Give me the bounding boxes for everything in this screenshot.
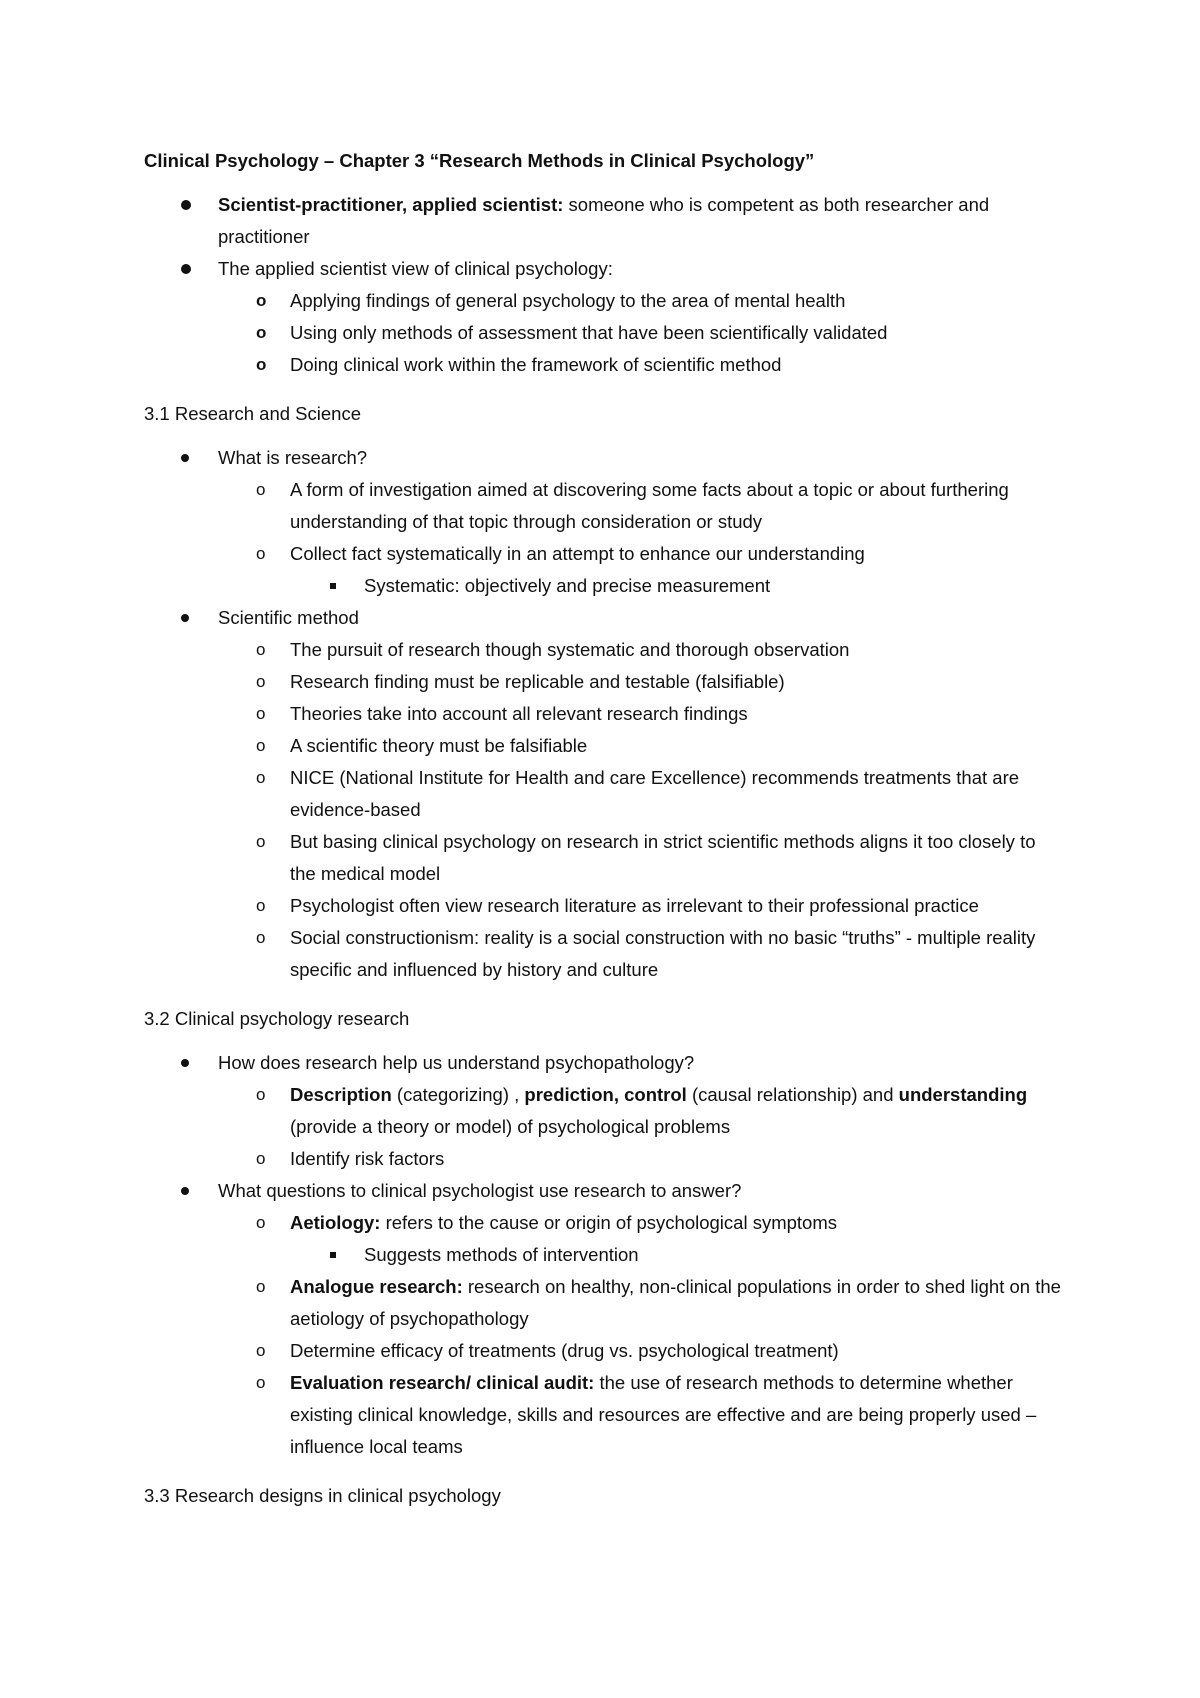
list-item [144, 1143, 1064, 1175]
list-item [144, 666, 1064, 698]
circle-bullet-icon: o [256, 480, 266, 499]
circle-bullet-icon: o [256, 896, 266, 915]
item-text: NICE (National Institute for Health and care Excellence) recommends treatments that are evidence-based [290, 767, 1020, 820]
circle-bullet-icon: o [256, 355, 267, 374]
circle-bullet-icon: o [256, 1149, 266, 1168]
list-item [144, 442, 1064, 474]
item-text: Systematic: objectively and precise measurement [364, 575, 771, 596]
list-item [144, 349, 1064, 381]
document-body [144, 145, 1064, 1524]
circle-bullet-icon: o [256, 928, 266, 947]
term-label: Scientist-practitioner, applied scientist: [218, 194, 564, 215]
item-text: the use of research methods to determine whether existing clinical knowledge, skills and resources are effective and are being properly used – influence local teams [290, 1372, 1037, 1457]
item-text: research on healthy, non-clinical populations in order to shed light on the aetiology of psychopathology [290, 1276, 1061, 1329]
item-text: Social constructionism: reality is a social construction with no basic “truths” - multiple reality specific and influenced by history and culture [290, 927, 1036, 980]
item-text: (causal relationship) and [686, 1084, 899, 1105]
list-item [144, 1335, 1064, 1367]
list-item [144, 1271, 1064, 1335]
circle-bullet-icon: o [256, 323, 267, 342]
list-item [144, 634, 1064, 666]
item-text: Psychologist often view research literature as irrelevant to their professional practice [290, 895, 979, 916]
item-text: Collect fact systematically in an attempt to enhance our understanding [290, 543, 865, 564]
list-item [144, 1367, 1064, 1463]
list-item [144, 570, 1064, 602]
circle-bullet-icon: o [256, 291, 267, 310]
circle-bullet-icon: o [256, 704, 266, 723]
circle-bullet-icon: o [256, 544, 266, 563]
item-text: Research finding must be replicable and testable (falsifiable) [290, 671, 785, 692]
item-text: refers to the cause or origin of psychological symptoms [380, 1212, 837, 1233]
item-text: Suggests methods of intervention [364, 1244, 639, 1265]
circle-bullet-icon: o [256, 640, 266, 659]
item-text: Determine efficacy of treatments (drug vs. psychological treatment) [290, 1340, 839, 1361]
item-text: The pursuit of research though systematic and thorough observation [290, 639, 850, 660]
term-label: understanding [898, 1084, 1028, 1105]
item-text: A form of investigation aimed at discovering some facts about a topic or about furthering understanding of that topic through consideration or study [290, 479, 1009, 532]
list-item [144, 730, 1064, 762]
bullet-icon [181, 1047, 189, 1079]
list-item [144, 602, 1064, 634]
square-bullet-icon [330, 570, 336, 602]
list-item [144, 1175, 1064, 1207]
term-label: prediction, control [524, 1084, 687, 1105]
item-text: (categorizing) , [391, 1084, 525, 1105]
item-text: The applied scientist view of clinical psychology: [218, 258, 613, 279]
item-text: (provide a theory or model) of psychological problems [290, 1116, 731, 1137]
bullet-icon [181, 1175, 189, 1207]
item-text: Applying findings of general psychology to the area of mental health [290, 290, 846, 311]
circle-bullet-icon: o [256, 1341, 266, 1360]
list-item [144, 1239, 1064, 1271]
circle-bullet-icon: o [256, 832, 266, 851]
list-item [144, 826, 1064, 890]
list-item [144, 762, 1064, 826]
list-item [144, 1207, 1064, 1239]
item-text: But basing clinical psychology on research in strict scientific methods aligns it too closely to the medical model [290, 831, 1036, 884]
list-item [144, 474, 1064, 538]
list-item [144, 698, 1064, 730]
list-item [144, 285, 1064, 317]
bullet-icon [181, 602, 189, 634]
bullet-icon [181, 189, 191, 221]
item-text: A scientific theory must be falsifiable [290, 735, 588, 756]
circle-bullet-icon: o [256, 1085, 266, 1104]
list-item [144, 189, 1064, 253]
term-label: Evaluation research/ clinical audit: [290, 1372, 595, 1393]
item-text: How does research help us understand psychopathology? [218, 1052, 695, 1073]
circle-bullet-icon: o [256, 672, 266, 691]
bullet-icon [181, 442, 189, 474]
term-label: Aetiology: [290, 1212, 381, 1233]
circle-bullet-icon: o [256, 736, 266, 755]
item-text: Identify risk factors [290, 1148, 445, 1169]
list-item [144, 317, 1064, 349]
list-item [144, 890, 1064, 922]
item-text: What questions to clinical psychologist use research to answer? [218, 1180, 742, 1201]
item-text: Doing clinical work within the framework of scientific method [290, 354, 782, 375]
section-heading-3-3: 3.3 Research designs in clinical psychology [144, 1485, 501, 1506]
item-text: What is research? [218, 447, 368, 468]
term-label: Description [290, 1084, 392, 1105]
circle-bullet-icon: o [256, 1373, 266, 1392]
section-heading-3-1: 3.1 Research and Science [144, 403, 361, 424]
section-heading-3-2: 3.2 Clinical psychology research [144, 1008, 410, 1029]
list-item [144, 1047, 1064, 1079]
section-3-2-list [144, 1047, 1064, 1463]
list-item [144, 922, 1064, 986]
term-label: Analogue research: [290, 1276, 463, 1297]
list-item [144, 253, 1064, 285]
document-title: Clinical Psychology – Chapter 3 “Research Methods in Clinical Psychology” [144, 150, 815, 171]
list-item [144, 1079, 1064, 1143]
intro-list [144, 189, 1064, 381]
item-text: someone who is competent as both researcher and practitioner [218, 194, 990, 247]
item-text: Using only methods of assessment that have been scientifically validated [290, 322, 888, 343]
item-text: Scientific method [218, 607, 359, 628]
section-3-1-list [144, 442, 1064, 986]
circle-bullet-icon: o [256, 1277, 266, 1296]
circle-bullet-icon: o [256, 1213, 266, 1232]
list-item [144, 538, 1064, 570]
circle-bullet-icon: o [256, 768, 266, 787]
square-bullet-icon [330, 1239, 336, 1271]
item-text: Theories take into account all relevant research findings [290, 703, 748, 724]
bullet-icon [181, 253, 191, 285]
